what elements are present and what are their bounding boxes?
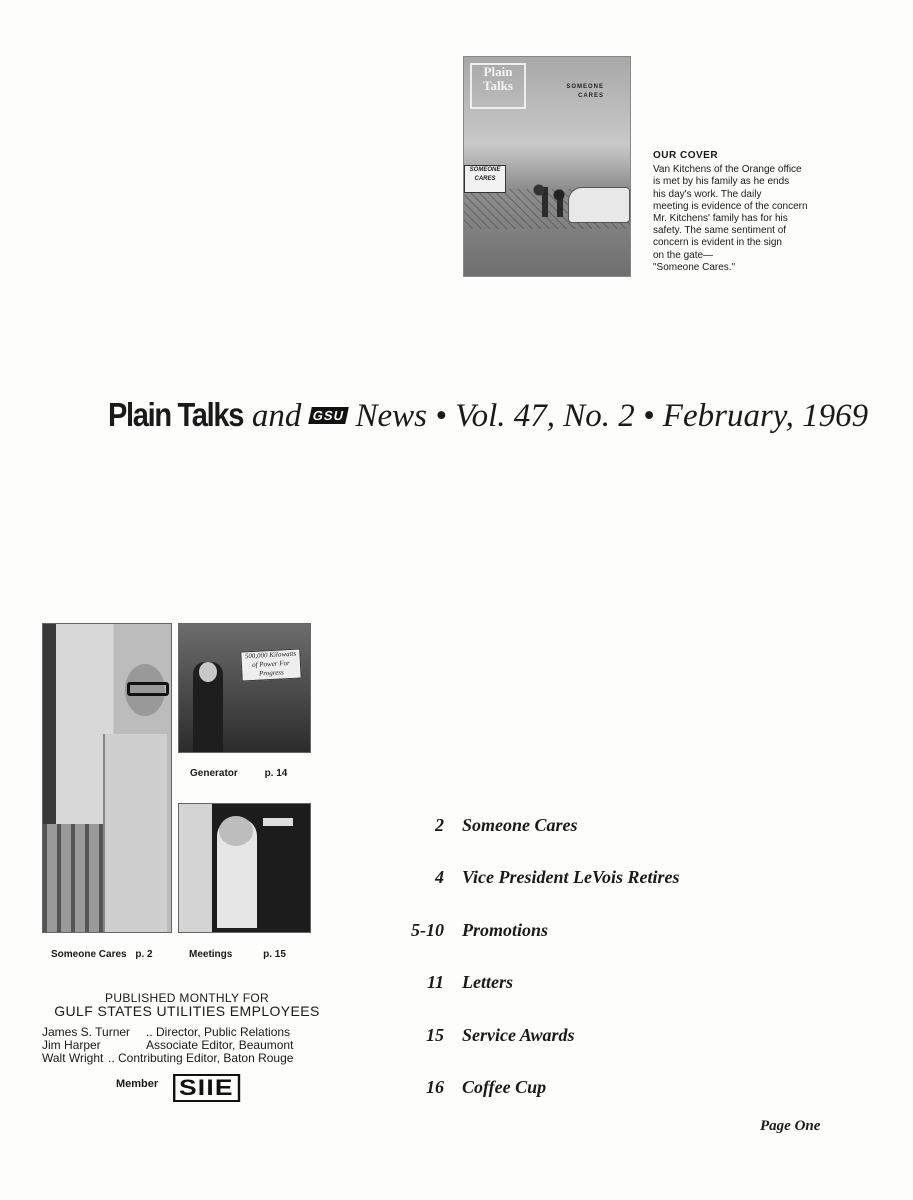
toc-page: 2	[435, 815, 444, 835]
staff-row	[42, 1052, 332, 1065]
staff-name: Jim Harper	[42, 1038, 101, 1052]
cover-sign: SOMEONE CARES	[464, 165, 506, 193]
staff-role: .. Contributing Editor, Baton Rouge	[108, 1051, 294, 1065]
toc-title: Vice President LeVois Retires	[462, 867, 680, 888]
toc-item	[396, 972, 796, 1024]
staff-role: Associate Editor, Beaumont	[146, 1038, 294, 1052]
photo-meetings	[178, 803, 311, 933]
credits-line2: GULF STATES UTILITIES EMPLOYEES	[54, 1003, 320, 1019]
masthead-issue: News • Vol. 47, No. 2 • February, 1969	[355, 398, 869, 434]
staff-name: James S. Turner	[42, 1025, 131, 1039]
toc-title: Letters	[462, 972, 513, 993]
toc-item	[396, 920, 796, 972]
toc-item	[396, 815, 796, 867]
masthead-and: and	[251, 398, 302, 434]
toc-title: Promotions	[462, 919, 549, 940]
caption-meetings-label: Meetings	[189, 949, 233, 960]
caption-meetings	[189, 949, 286, 960]
cover-caption-body: Van Kitchens of the Orange office is met by his family as he ends his day's work. The daily meeting is evidence of the concern Mr. Kitchens' family has for his safety. The same sentiment of concern is evident in the sign on the gate— "Someone Cares."	[653, 164, 808, 273]
photo-generator	[178, 623, 311, 753]
caption-someone-cares-page: p. 2	[135, 949, 153, 960]
masthead	[108, 396, 868, 435]
cover-caption	[653, 150, 853, 274]
photo-someone-cares	[42, 623, 172, 933]
caption-meetings-page: p. 15	[263, 949, 286, 960]
page-number: Page One	[760, 1118, 821, 1134]
toc-page: 5-10	[411, 919, 444, 940]
photo-generator-banner: 500,000 Kilowatts of Power For Progress	[240, 648, 301, 681]
cover-logo: Plain Talks	[470, 63, 526, 109]
caption-someone-cares	[51, 949, 153, 960]
cover-caption-heading: OUR COVER	[653, 150, 719, 161]
caption-generator	[190, 768, 287, 779]
toc-item	[396, 1025, 796, 1077]
staff-list	[42, 1026, 332, 1065]
cover-headline: SOMEONE CARES	[566, 84, 604, 99]
masthead-brand: Plain Talks	[108, 396, 244, 433]
toc-title: Someone Cares	[462, 815, 578, 835]
staff-role: .. Director, Public Relations	[146, 1025, 291, 1039]
cover-car	[568, 187, 630, 223]
caption-someone-cares-label: Someone Cares	[51, 949, 127, 960]
credits-line1: PUBLISHED MONTHLY FOR	[105, 991, 269, 1005]
photo-man-glasses	[127, 682, 169, 696]
toc-item	[396, 1077, 796, 1129]
photo-man-hat	[263, 818, 293, 826]
iabc-logo-icon: SIIE	[173, 1074, 240, 1102]
toc-item	[396, 867, 796, 919]
cover-image	[463, 56, 631, 277]
toc-page: 15	[426, 1024, 444, 1045]
publication-credits	[42, 992, 332, 1065]
staff-name: Walt Wright	[42, 1051, 104, 1065]
table-of-contents	[396, 815, 796, 1129]
toc-page: 4	[435, 867, 444, 888]
cover-family	[524, 175, 574, 225]
photo-pipes	[43, 824, 103, 932]
caption-generator-page: p. 14	[264, 768, 288, 779]
member-label: Member	[116, 1078, 159, 1090]
toc-page: 16	[426, 1076, 444, 1097]
toc-page: 11	[426, 972, 444, 993]
photo-woman-hair	[219, 816, 253, 846]
gsu-logo-icon: GSU	[308, 407, 349, 424]
photo-man-body	[103, 734, 167, 933]
photo-guard-head	[199, 662, 217, 682]
toc-title: Service Awards	[462, 1024, 575, 1045]
caption-generator-label: Generator	[190, 768, 238, 779]
toc-title: Coffee Cup	[462, 1076, 547, 1097]
